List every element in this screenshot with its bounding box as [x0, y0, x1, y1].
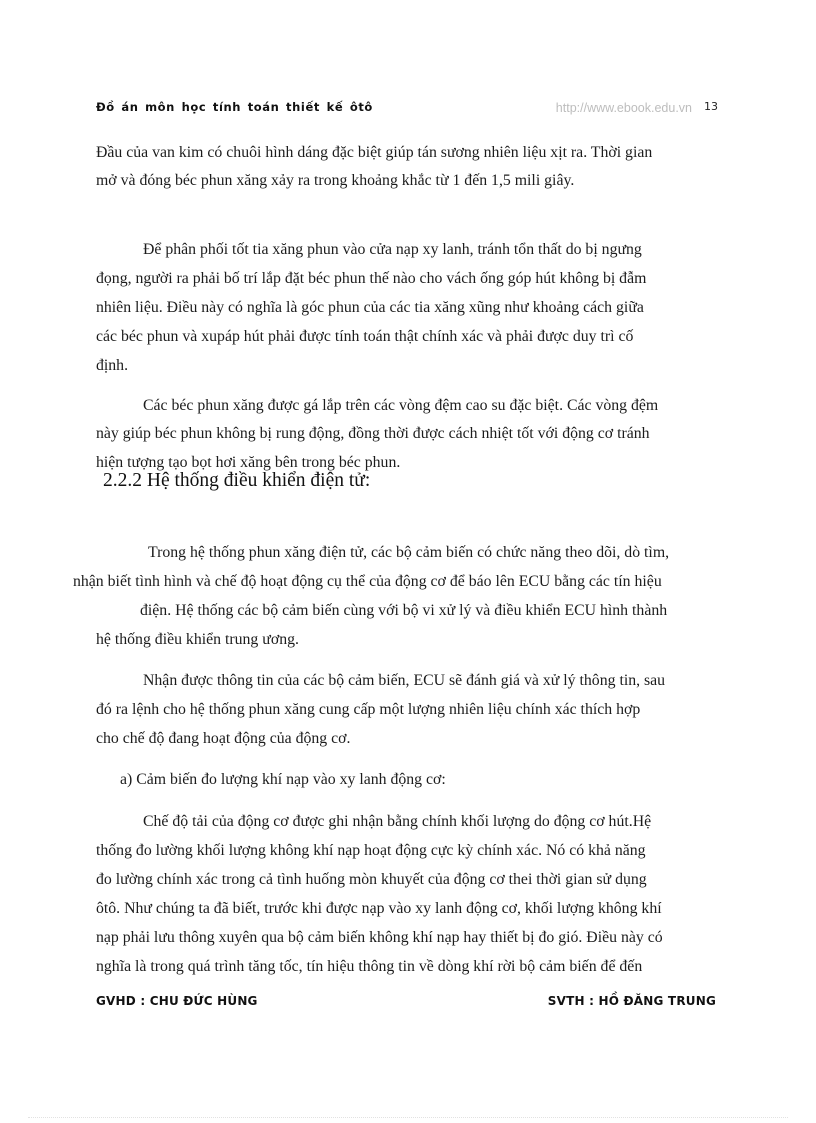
text-line: nhiên liệu. Điều này có nghĩa là góc phun của các tia xăng xũng như khoảng cách giữa [96, 299, 644, 316]
text-line: Chế độ tải của động cơ được ghi nhận bằng chính khối lượng do động cơ hút.Hệ [143, 813, 652, 830]
text-line: Trong hệ thống phun xăng điện tử, các bộ cảm biến có chức năng theo dõi, dò tìm, [148, 544, 670, 561]
page-header [96, 100, 720, 120]
text-line: đó ra lệnh cho hệ thống phun xăng cung cấp một lượng nhiên liệu chính xác thích hợp [96, 701, 641, 718]
footer-advisor: GVHD : CHU ĐỨC HÙNG [96, 994, 258, 1008]
text-line: đọng, người ra phải bố trí lắp đặt béc phun thế nào cho vách ống góp hút không bị đẫm [96, 270, 647, 287]
list-item: a) Cảm biến đo lượng khí nạp vào xy lanh động cơ: [120, 771, 446, 788]
text-line: này giúp béc phun không bị rung động, đồng thời được cách nhiệt tốt với động cơ tránh [96, 425, 650, 442]
text-line: Đầu của van kim có chuôi hình dáng đặc biệt giúp tán sương nhiên liệu xịt ra. Thời gian [96, 144, 653, 161]
text-line: ôtô. Như chúng ta đã biết, trước khi được nạp vào xy lanh động cơ, khối lượng không khí [96, 900, 662, 917]
page-number: 13 [704, 100, 718, 113]
text-line: Nhận được thông tin của các bộ cảm biến, ECU sẽ đánh giá và xử lý thông tin, sau [143, 672, 666, 689]
section-heading: 2.2.2 Hệ thống điều khiển điện tử: [103, 470, 371, 491]
text-line: hiện tượng tạo bọt hơi xăng bên trong béc phun. [96, 454, 401, 471]
text-line: các béc phun và xupáp hút phải được tính toán thật chính xác và phải được duy trì cố [96, 328, 634, 345]
text-line: mở và đóng béc phun xăng xảy ra trong khoảng khắc từ 1 đến 1,5 mili giây. [96, 172, 575, 189]
text-line: cho chế độ đang hoạt động của động cơ. [96, 730, 351, 747]
text-line: đo lường chính xác trong cả tình huống mòn khuyết của động cơ thei thời gian sử dụng [96, 871, 647, 888]
text-line: Các béc phun xăng được gá lắp trên các vòng đệm cao su đặc biệt. Các vòng đệm [143, 397, 659, 414]
footer-student: SVTH : HỒ ĐĂNG TRUNG [547, 994, 716, 1008]
text-line: Để phân phối tốt tia xăng phun vào cửa nạp xy lanh, tránh tổn thất do bị ngưng [143, 241, 642, 258]
page-divider [28, 1117, 788, 1118]
text-line: nghĩa là trong quá trình tăng tốc, tín hiệu thông tin về dòng khí rời bộ cảm biến để đến [96, 958, 643, 975]
text-line: nhận biết tình hình và chế độ hoạt động cụ thể của động cơ để báo lên ECU bằng các tín hiệu [73, 573, 662, 590]
text-line: điện. Hệ thống các bộ cảm biến cùng với bộ vi xử lý và điều khiển ECU hình thành [140, 602, 668, 619]
text-line: định. [96, 357, 129, 374]
text-line: nạp phải lưu thông xuyên qua bộ cảm biến không khí nạp hay thiết bị đo gió. Điều này có [96, 929, 663, 946]
header-title: Đồ án môn học tính toán thiết kế ôtô [96, 100, 373, 114]
header-url[interactable]: http://www.ebook.edu.vn [555, 101, 692, 115]
text-line: hệ thống điều khiển trung ương. [96, 631, 299, 648]
text-line: thống đo lường khối lượng không khí nạp hoạt động cực kỳ chính xác. Nó có khả năng [96, 842, 646, 859]
